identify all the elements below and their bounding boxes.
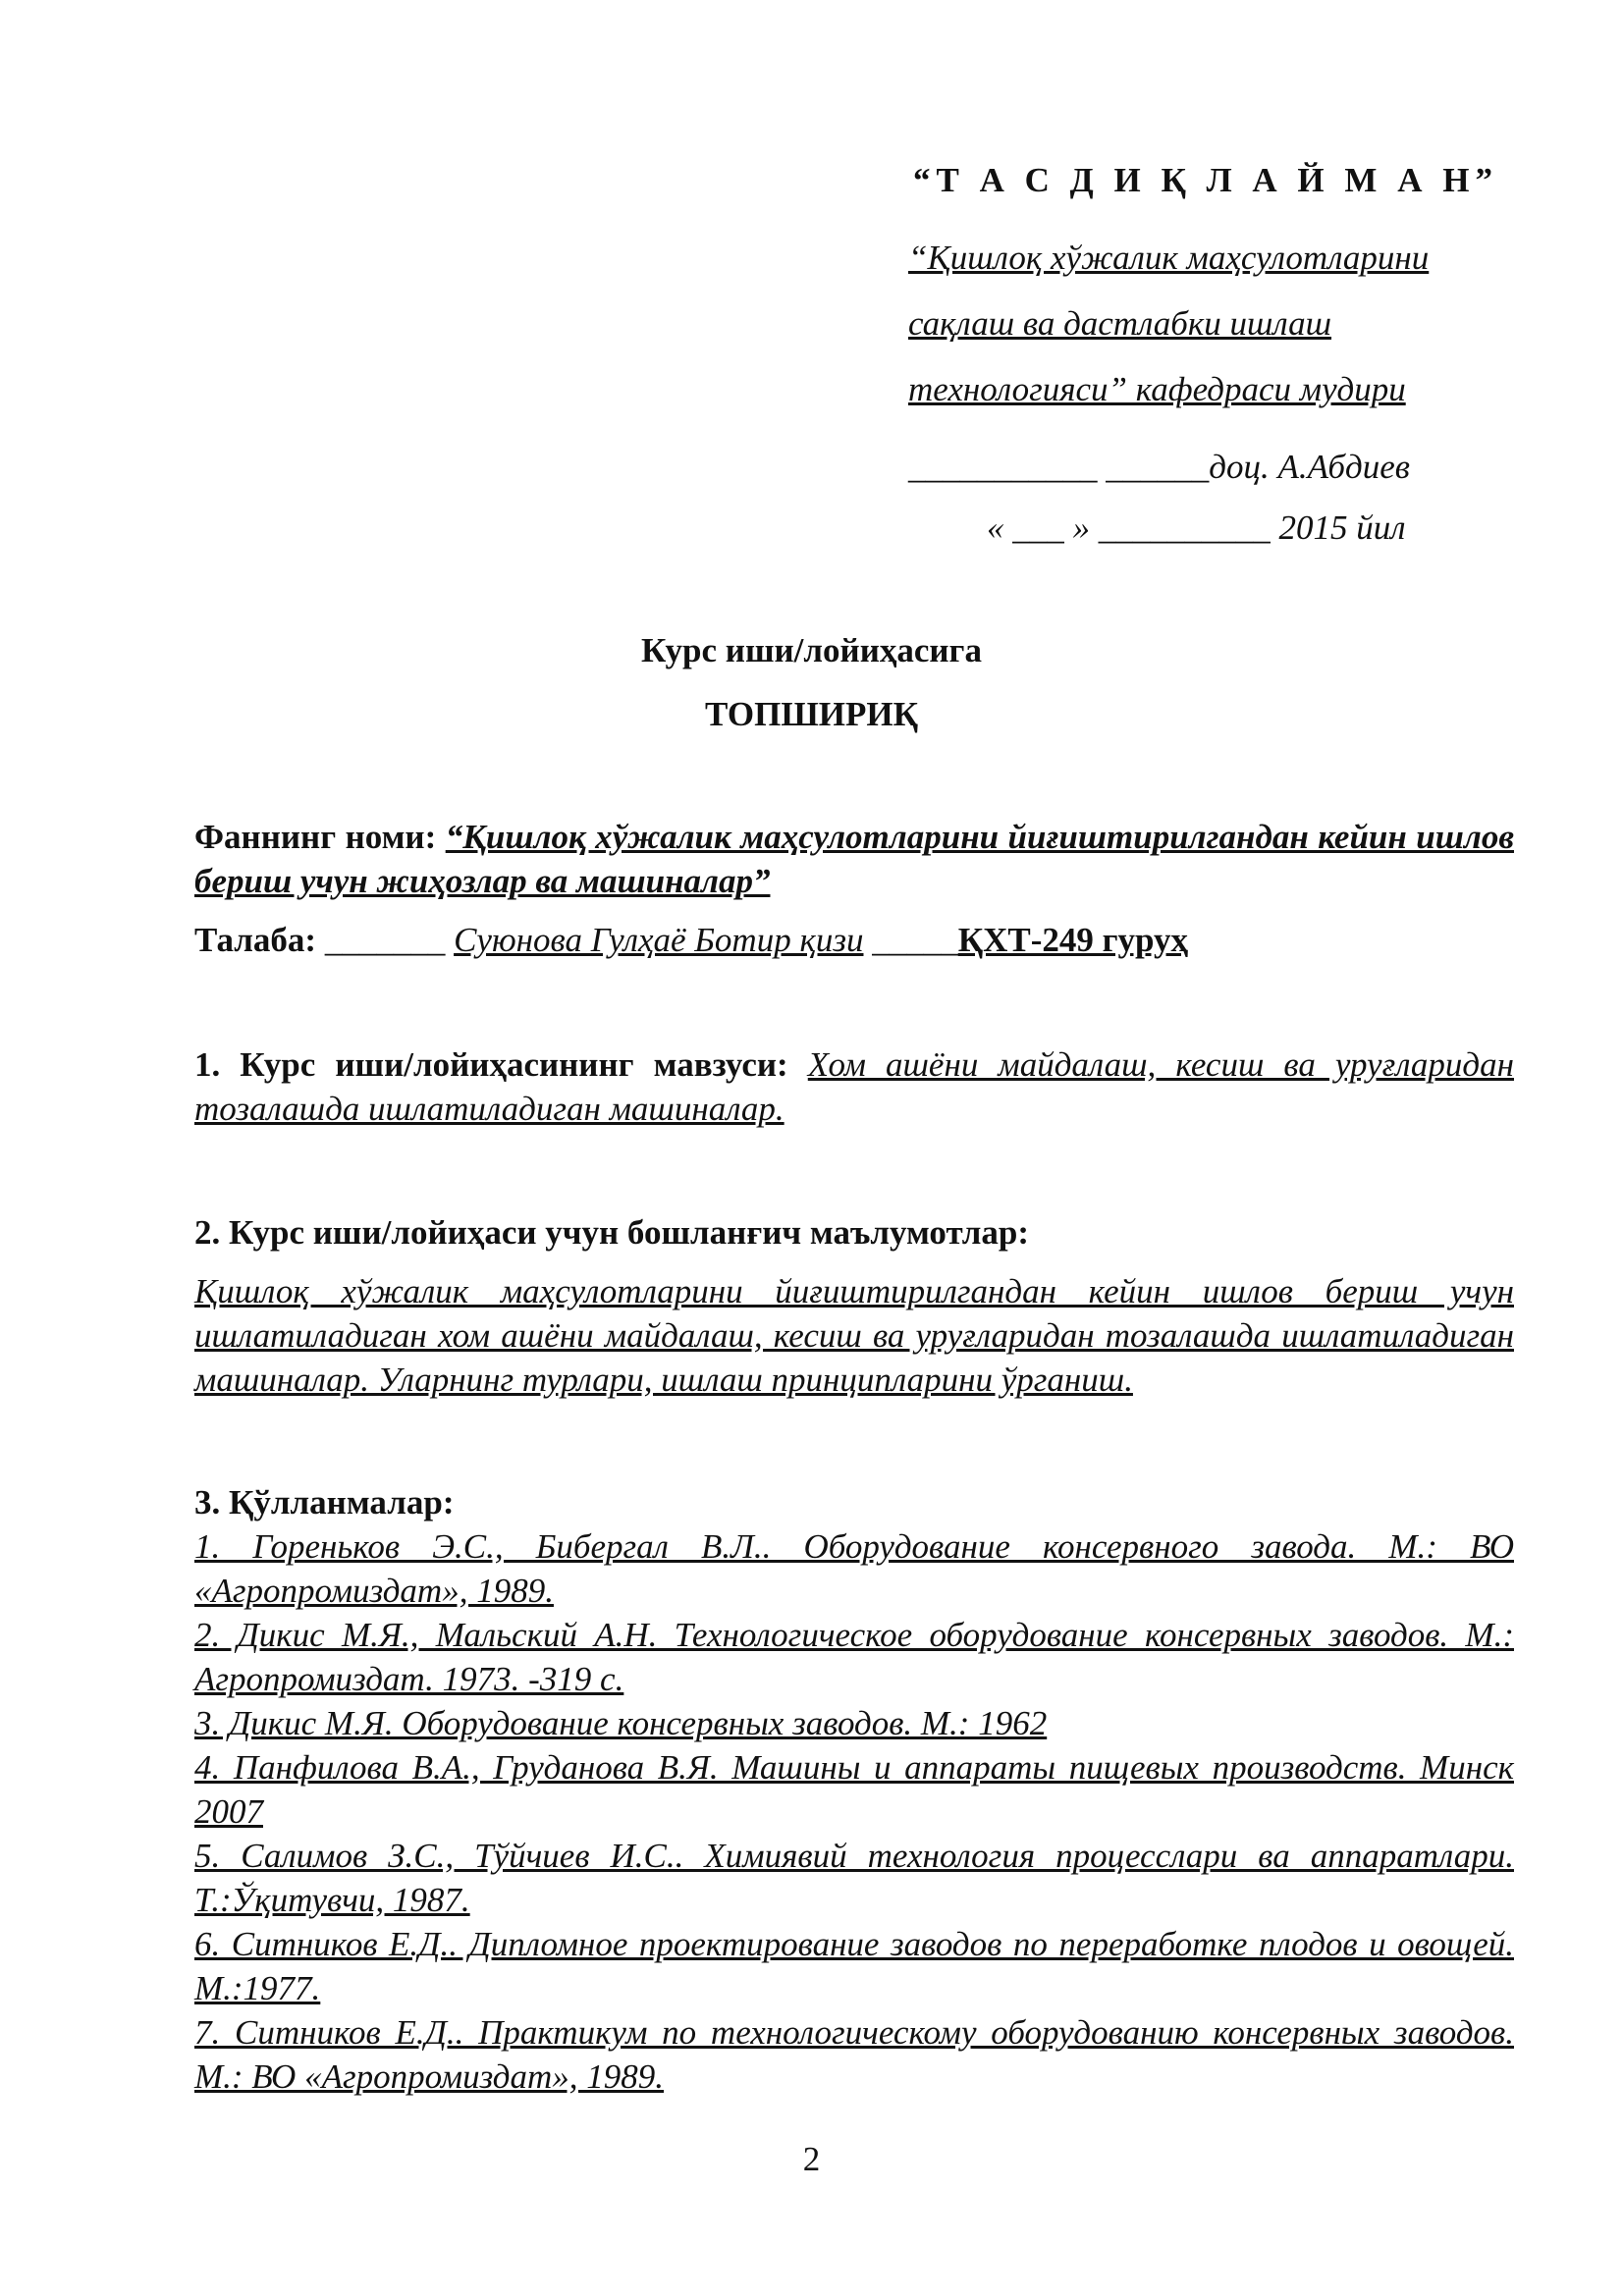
section-2-value: Қишлоқ хўжалик маҳсулотларини йиғиштирилгандан кейин ишлов бериш учун ишлатиладиган хом ашёни майдалаш, кесиш ва уруғларидан тозалашда ишлатиладиган машиналар. Уларнинг турлари, ишлаш принципларини ўрганиш. [194, 1272, 1514, 1399]
date-line: « ___ » __________ 2015 йил [987, 508, 1406, 547]
section-1-value: Хом ашёни майдалаш, кесиш ва уруғларидан тозалашда ишлатиладиган машиналар. [194, 1045, 1514, 1128]
section-3-label-text: 3. Қўлланмалар: [194, 1483, 455, 1522]
section-2-paragraph [194, 1269, 1514, 1402]
department-line-1: “Қишлоқ хўжалик маҳсулотларини [908, 239, 1430, 277]
section-2-label-text: 2. Курс иши/лойиҳаси учун бошланғич маълумотлар: [194, 1213, 1030, 1252]
student-name: Суюнова Гулҳаё Ботир қизи [454, 921, 864, 959]
subject-paragraph [194, 815, 1514, 903]
heading-line-1: Курс иши/лойиҳасига [641, 631, 982, 669]
approval-title: “Т А С Д И Қ Л А Й М А Н” [913, 161, 1498, 199]
reference-item: 1. Гореньков Э.С., Бибергал В.Л.. Оборудование консервного завода. М.: ВО «Агропромиздат», 1989. [194, 1527, 1514, 1610]
department-line-2: сақлаш ва дастлабки ишлаш [908, 304, 1332, 343]
section-2-label [194, 1210, 1514, 1255]
section-1-label: 1. Курс иши/лойиҳасининг мавзуси: [194, 1045, 788, 1084]
student-group: ҚХТ-249 гуруҳ [957, 921, 1189, 959]
heading-line-2: ТОПШИРИҚ [705, 695, 918, 733]
page-number: 2 [802, 2140, 821, 2178]
reference-item: 7. Ситников Е.Д.. Практикум по технологическому оборудованию консервных заводов. М.: ВО «Агропромиздат», 1989. [194, 2013, 1514, 2096]
reference-item: 4. Панфилова В.А., Груданова В.Я. Машины и аппараты пищевых производств. Минск 2007 [194, 1748, 1514, 1831]
subject-value: “Қишлоқ хўжалик маҳсулотларини йиғиштирилгандан кейин ишлов бериш учун жиҳозлар ва машиналар” [194, 818, 1514, 900]
reference-item: 5. Салимов З.С., Тўйчиев И.С.. Химиявий технология процесслари ва аппаратлари. Т.:Ўқитувчи, 1987. [194, 1837, 1514, 1919]
student-blank-2: _____ [872, 921, 958, 959]
approval-block [908, 147, 1517, 559]
student-line [194, 918, 1514, 962]
reference-item: 2. Дикис М.Я., Мальский А.Н. Технологическое оборудование консервных заводов. М.: Агропромиздат. 1973. -319 с. [194, 1616, 1514, 1698]
subject-label: Фаннинг номи: [194, 818, 437, 856]
reference-item: 6. Ситников Е.Д.. Дипломное проектирование заводов по переработке плодов и овощей. М.:1977. [194, 1925, 1514, 2007]
references-list [194, 1524, 1514, 2099]
section-1-paragraph [194, 1042, 1514, 1131]
section-3-label [194, 1480, 1514, 1524]
signature-line: ___________ ______доц. А.Абдиев [908, 448, 1410, 486]
student-blank-1: _______ [324, 921, 446, 959]
department-line-3: технологияси” кафедраси мудири [908, 370, 1406, 408]
reference-item: 3. Дикис М.Я. Оборудование консервных заводов. М.: 1962 [194, 1704, 1048, 1742]
student-label: Талаба: [194, 921, 317, 959]
